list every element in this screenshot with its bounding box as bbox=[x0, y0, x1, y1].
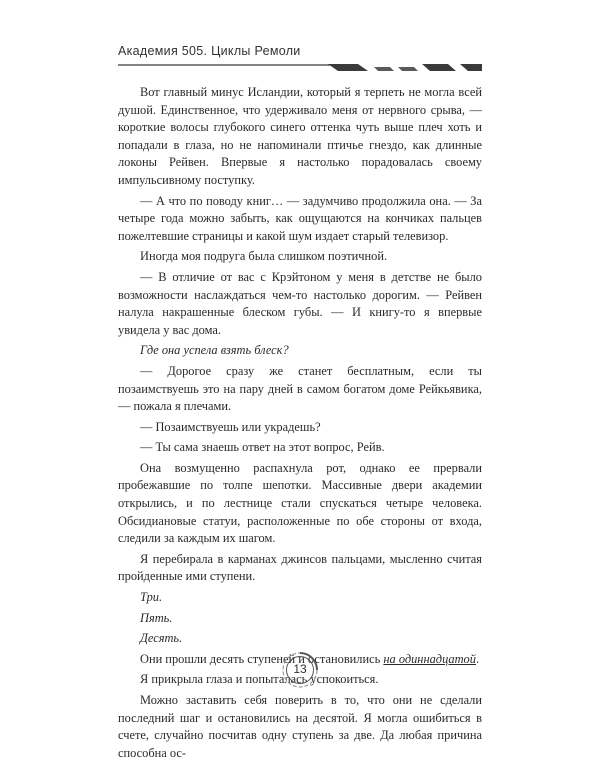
running-title: Академия 505. Циклы Ремоли bbox=[118, 44, 301, 58]
paragraph: — Позаимствуешь или украдешь? bbox=[140, 419, 321, 434]
paragraph: Иногда моя подруга была слишком поэтичной. bbox=[140, 249, 388, 264]
paragraph: Она возмущенно распахнула рот, однако ее прервали пробежавшие по толпе шепотки. Массивные двери академии открылись, и по лестнице стали спускаться четыре человека. Обсидиановые статуи, расположенные по обе стороны от входа, следили за каждым их шагом. bbox=[118, 460, 482, 546]
paragraph: — А что по поводу книг… — задумчиво продолжила она. — За четыре года можно забыть, как ощущаются на кончиках пальцев пожелтевшие страницы и какой шум издает старый телевизор. bbox=[118, 193, 482, 243]
paragraph-text: . bbox=[475, 651, 480, 666]
paragraph: Где она успела взять блеск? bbox=[140, 343, 289, 358]
page-number-badge bbox=[281, 651, 319, 689]
paragraph: Вот главный минус Исландии, который я терпеть не могла всей душой. Единственное, что удерживало меня от нервного срыва, — короткие волосы глубокого синего оттенка чуть выше плеч хоть и попадали в глаза, но не напоминали птичье гнездо, как длинные локоны Рейвен. Впервые я настолько порадовалась своему импульсивному поступку. bbox=[118, 85, 482, 187]
paragraph: — В отличие от вас с Крэйтоном у меня в детстве не было возможности наслаждаться чем-то настолько дорогим. — Рейвен налула накрашенные блеском губы. — И книгу-то я впервые увидела у вас дома. bbox=[118, 269, 482, 337]
page-number: 13 bbox=[293, 662, 307, 676]
paragraph: — Ты сама знаешь ответ на этот вопрос, Рейв. bbox=[140, 440, 385, 455]
paragraph: — Дорогое сразу же станет бесплатным, если ты позаимствуешь это на пару дней в самом богатом доме Рейкьявика, — пожала я плечами. bbox=[118, 363, 482, 414]
paragraph: Я прикрыла глаза и попыталась успокоиться. bbox=[140, 672, 379, 687]
paragraph: Можно заставить себя поверить в то, что они не сделали последний шаг и остановились на десятой. Я могла ошибиться в счете, случайно посчитав одну ступень за две. Да любая причина способна ос- bbox=[118, 693, 482, 760]
header-rule bbox=[118, 62, 482, 74]
paragraph: Я перебирала в карманах джинсов пальцами, мысленно считая пройденные ими ступени. bbox=[118, 551, 482, 584]
paragraph: Пять. bbox=[140, 610, 173, 625]
paragraph-text: Они прошли десять ступеней и остановились bbox=[140, 651, 384, 666]
paragraph: Десять. bbox=[140, 631, 183, 646]
emphasis-text: на одиннадцатой bbox=[383, 651, 476, 666]
paragraph: Три. bbox=[140, 590, 163, 605]
